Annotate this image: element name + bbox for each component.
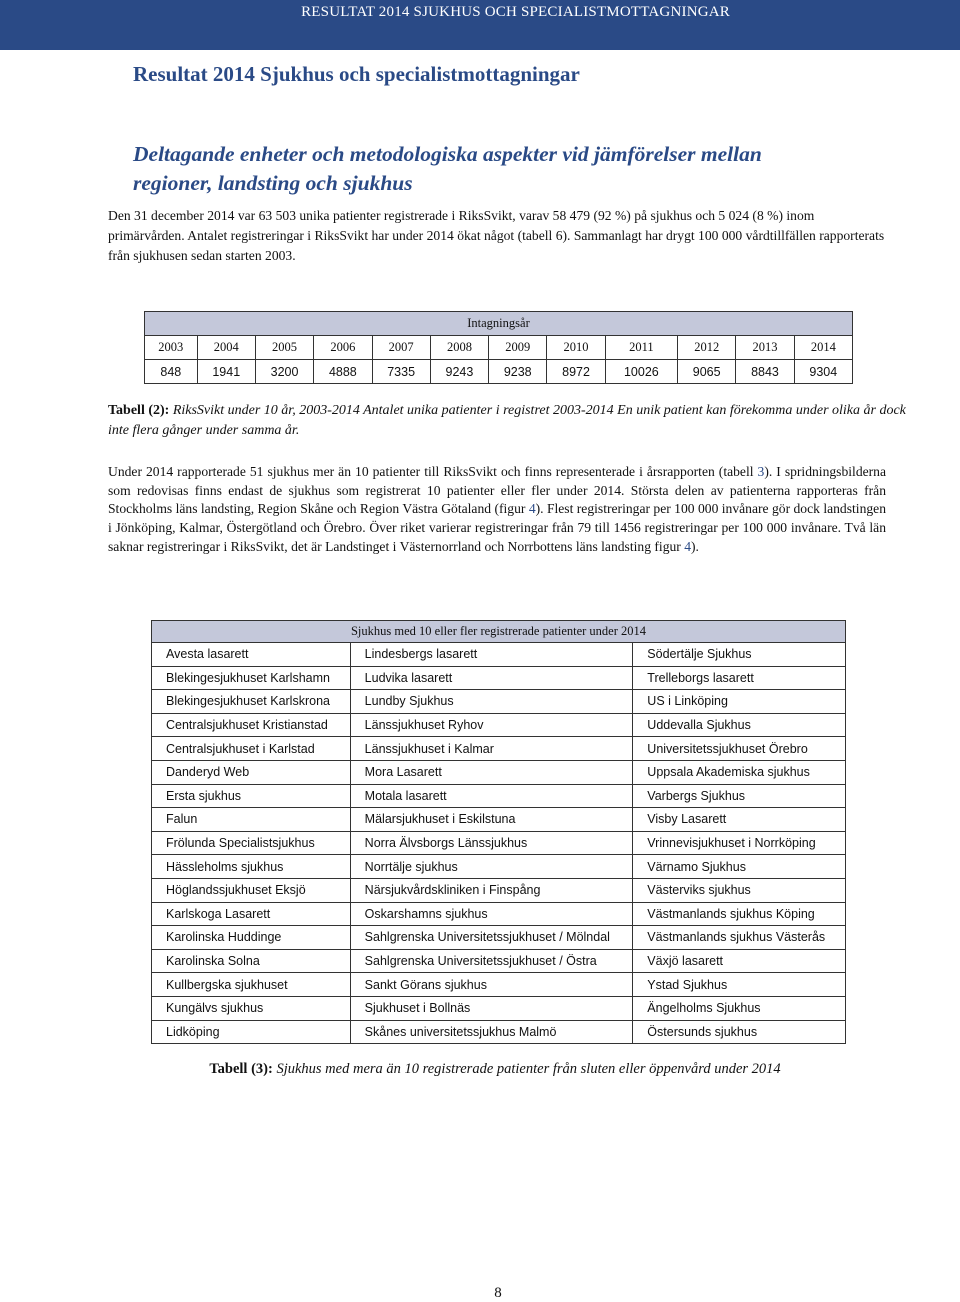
body-text: ). Flest registreringar per 100 000 invånare gör dock landstingen i Jönköping, Kalmar, Östergötland och Örebro. Över riket varierar registreringar från 79 till 1456 registreringar per 100 000 invånare. Två län saknar registreringar i RiksSvikt, det är Landstinget i Västernorrland och Norrbottens läns landsting figur [108, 501, 887, 554]
hospital-cell: Västmanlands sjukhus Köping [633, 902, 846, 926]
table-row [152, 784, 846, 808]
hospital-cell: Frölunda Specialistsjukhus [152, 831, 351, 855]
hospital-cell: Centralsjukhuset i Karlstad [152, 737, 351, 761]
hospital-cell: Växjö lasarett [633, 949, 846, 973]
hospital-cell: Västerviks sjukhus [633, 878, 846, 902]
hospital-cell: Ängelholms Sjukhus [633, 996, 846, 1020]
hospital-cell: Karlskoga Lasarett [152, 902, 351, 926]
table-row [152, 831, 846, 855]
table-header: Sjukhus med 10 eller fler registrerade patienter under 2014 [152, 621, 846, 643]
table-ref-link[interactable]: 3 [757, 464, 765, 479]
hospital-cell: Varbergs Sjukhus [633, 784, 846, 808]
table-row [152, 690, 846, 714]
table-row [152, 643, 846, 667]
value-cell: 10026 [605, 360, 677, 384]
hospital-cell: Trelleborgs lasarett [633, 666, 846, 690]
hospital-cell: Sahlgrenska Universitetssjukhuset / Mölndal [350, 926, 633, 950]
table-row [152, 996, 846, 1020]
hospital-cell: Uppsala Akademiska sjukhus [633, 760, 846, 784]
hospital-cell: Hässleholms sjukhus [152, 855, 351, 879]
table3-caption [0, 1061, 960, 1078]
hospital-cell: Närsjukvårdskliniken i Finspång [350, 878, 633, 902]
hospital-cell: Visby Lasarett [633, 808, 846, 832]
caption-text: RiksSvikt under 10 år, 2003-2014 Antalet unika patienter i registret 2003-2014 En unik patient kan förekomma under olika år dock inte flera gånger under samma år. [108, 403, 906, 438]
hospital-cell: Östersunds sjukhus [633, 1020, 846, 1044]
hospital-cell: Södertälje Sjukhus [633, 643, 846, 667]
hospital-cell: Länssjukhuset i Kalmar [350, 737, 633, 761]
table-row [152, 808, 846, 832]
hospital-cell: Sahlgrenska Universitetssjukhuset / Östra [350, 949, 633, 973]
table-row [152, 926, 846, 950]
year-cell: 2007 [372, 336, 430, 360]
table-row [152, 713, 846, 737]
table-row [152, 902, 846, 926]
year-cell: 2014 [794, 336, 852, 360]
hospital-cell: Falun [152, 808, 351, 832]
registrations-per-year-table [144, 311, 853, 384]
year-cell: 2003 [145, 336, 198, 360]
table-header: Intagningsår [145, 312, 853, 336]
year-cell: 2010 [547, 336, 605, 360]
hospitals-table [151, 620, 846, 1044]
hospital-cell: Kullbergska sjukhuset [152, 973, 351, 997]
hospital-cell: Ludvika lasarett [350, 666, 633, 690]
table-row [152, 760, 846, 784]
hospital-cell: Oskarshamns sjukhus [350, 902, 633, 926]
table-row [152, 973, 846, 997]
value-cell: 8843 [736, 360, 794, 384]
hospital-cell: Universitetssjukhuset Örebro [633, 737, 846, 761]
year-cell: 2005 [255, 336, 313, 360]
table-row [152, 878, 846, 902]
hospital-cell: Värnamo Sjukhus [633, 855, 846, 879]
hospital-cell: Kungälvs sjukhus [152, 996, 351, 1020]
hospital-cell: Mora Lasarett [350, 760, 633, 784]
hospital-cell: Karolinska Huddinge [152, 926, 351, 950]
body-text: ). I spridningsbilderna som redovisas finns endast de sjukhus som registrerat 10 patienter eller fler under 2014. Största delen av patienterna rapporteras från Stockholms läns landsting, Region Skåne och Region Västra Götaland (figur [108, 464, 887, 517]
hospital-cell: Motala lasarett [350, 784, 633, 808]
value-cell: 1941 [197, 360, 255, 384]
figure-ref-link[interactable]: 4 [684, 538, 692, 554]
year-cell: 2013 [736, 336, 794, 360]
body-text: Under 2014 rapporterade 51 sjukhus mer än 10 patienter till RiksSvikt och finns representerade i årsrapporten (tabell [108, 464, 758, 479]
body-text: ). [691, 538, 699, 554]
hospital-cell: Danderyd Web [152, 760, 351, 784]
table-row [152, 737, 846, 761]
values-row [145, 360, 853, 384]
caption-label: Tabell (3): [209, 1061, 273, 1077]
hospital-cell: Ystad Sjukhus [633, 973, 846, 997]
value-cell: 9243 [430, 360, 488, 384]
hospital-cell: Avesta lasarett [152, 643, 351, 667]
hospital-cell: Vrinnevisjukhuset i Norrköping [633, 831, 846, 855]
value-cell: 9238 [489, 360, 547, 384]
hospital-cell: Höglandssjukhuset Eksjö [152, 878, 351, 902]
years-row [145, 336, 853, 360]
hospital-cell: US i Linköping [633, 690, 846, 714]
section-title: Deltagande enheter och metodologiska aspekter vid jämförelser mellan regioner, landsting och sjukhus [133, 142, 762, 195]
caption-text: Sjukhus med mera än 10 registrerade patienter från sluten eller öppenvård under 2014 [276, 1061, 781, 1077]
hospital-cell: Norrtälje sjukhus [350, 855, 633, 879]
hospital-cell: Uddevalla Sjukhus [633, 713, 846, 737]
body-paragraph [108, 463, 886, 557]
hospital-cell: Lidköping [152, 1020, 351, 1044]
year-cell: 2004 [197, 336, 255, 360]
hospital-cell: Blekingesjukhuset Karlskrona [152, 690, 351, 714]
year-cell: 2008 [430, 336, 488, 360]
hospital-cell: Sjukhuset i Bollnäs [350, 996, 633, 1020]
running-header-title: RESULTAT 2014 SJUKHUS OCH SPECIALISTMOTTAGNINGAR [301, 4, 730, 20]
hospital-cell: Centralsjukhuset Kristianstad [152, 713, 351, 737]
year-cell: 2009 [489, 336, 547, 360]
year-cell: 2011 [605, 336, 677, 360]
hospital-cell: Sankt Görans sjukhus [350, 973, 633, 997]
page-number: 8 [494, 1285, 502, 1301]
figure-ref-link[interactable]: 4 [528, 501, 536, 517]
table-row [152, 666, 846, 690]
hospital-cell: Norra Älvsborgs Länssjukhus [350, 831, 633, 855]
table-row [152, 949, 846, 973]
running-header-bar [0, 0, 960, 50]
hospital-cell: Ersta sjukhus [152, 784, 351, 808]
value-cell: 8972 [547, 360, 605, 384]
hospital-cell: Västmanlands sjukhus Västerås [633, 926, 846, 950]
hospital-cell: Blekingesjukhuset Karlshamn [152, 666, 351, 690]
hospital-cell: Lundby Sjukhus [350, 690, 633, 714]
hospital-cell: Skånes universitetssjukhus Malmö [350, 1020, 633, 1044]
table2-caption [108, 401, 908, 441]
hospital-cell: Mälarsjukhuset i Eskilstuna [350, 808, 633, 832]
caption-label: Tabell (2): [108, 403, 170, 418]
hospital-cell: Karolinska Solna [152, 949, 351, 973]
hospital-cell: Länssjukhuset Ryhov [350, 713, 633, 737]
year-cell: 2006 [314, 336, 372, 360]
value-cell: 9304 [794, 360, 852, 384]
value-cell: 9065 [678, 360, 736, 384]
value-cell: 3200 [255, 360, 313, 384]
table-row [152, 855, 846, 879]
value-cell: 7335 [372, 360, 430, 384]
hospital-cell: Lindesbergs lasarett [350, 643, 633, 667]
value-cell: 848 [145, 360, 198, 384]
page-title: Resultat 2014 Sjukhus och specialistmottagningar [133, 62, 580, 86]
intro-paragraph: Den 31 december 2014 var 63 503 unika patienter registrerade i RiksSvikt, varav 58 479 (92 %) på sjukhus och 5 024 (8 %) inom primärvården. Antalet registreringar i RiksSvikt har under 2014 ökat något (tabell 6). Sammanlagt har drygt 100 000 vårdtillfällen rapporterats från sjukhusen sedan starten 2003. [108, 208, 885, 263]
value-cell: 4888 [314, 360, 372, 384]
table-row [152, 1020, 846, 1044]
year-cell: 2012 [678, 336, 736, 360]
